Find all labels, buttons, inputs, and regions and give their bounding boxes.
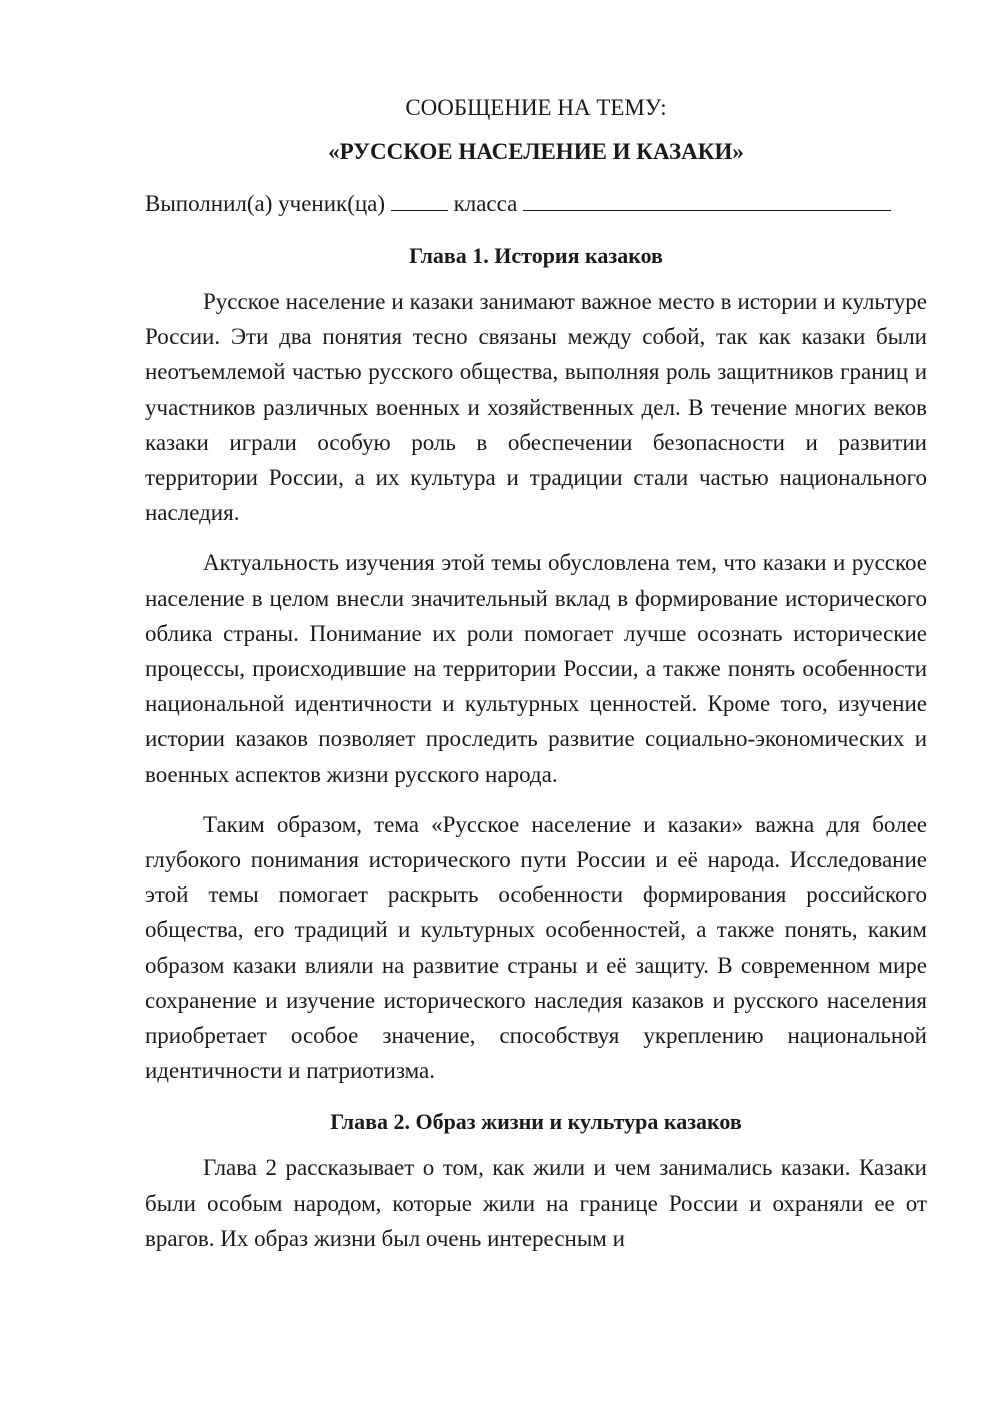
chapter-1-paragraph: Таким образом, тема «Русское население и казаки» важна для более глубокого понимания исторического пути России и её народа. Исследование этой темы помогает раскрыть особенности формирования российского общества, его традиций и культурных особенностей, а также понять, каким образом казаки влияли на развитие страны и её защиту. В современном мире сохранение и изучение исторического наследия казаков и русского населения приобретает особое значение, способствуя укреплению национальной идентичности и патриотизма. [145,811,927,1084]
report-title: «РУССКОЕ НАСЕЛЕНИЕ И КАЗАКИ» [328,139,744,164]
chapter-2-heading: Глава 2. Образ жизни и культура казаков [330,1109,742,1135]
class-number-blank [391,188,448,211]
chapter-1-heading: Глава 1. История казаков [409,243,663,268]
chapter-1-paragraph: Русское население и казаки занимают важное место в истории и культуре России. Эти два понятия тесно связаны между собой, так как казаки были неотъемлемой частью русского общества, выполняя роль защитников границ и участников различных военных и хозяйственных дел. В течение многих веков казаки играли особую роль в обеспечении безопасности и развитии территории России, а их культура и традиции стали частью национального наследия. [145,289,927,526]
class-label: класса [453,191,518,216]
author-line [145,186,927,222]
chapter-2-paragraph: Глава 2 рассказывает о том, как жили и чем занимались казаки. Казаки были особым народом, которые жили на границе России и охраняли ее от врагов. Их образ жизни был очень интересным и [145,1155,927,1251]
chapter-1-paragraph: Актуальность изучения этой темы обусловлена тем, что казаки и русское население в целом внесли значительный вклад в формирование исторического облика страны. Понимание их роли помогает лучше осознать исторические процессы, происходившие на территории России, а также понять особенности национальной идентичности и культурных ценностей. Кроме того, изучение истории казаков позволяет проследить развитие социально-экономических и военных аспектов жизни русского народа. [145,550,927,787]
document-page [145,90,927,1271]
report-type-line: СООБЩЕНИЕ НА ТЕМУ: [405,95,667,120]
performed-by-label: Выполнил(а) ученик(ца) [145,191,386,216]
student-name-blank [523,188,891,211]
